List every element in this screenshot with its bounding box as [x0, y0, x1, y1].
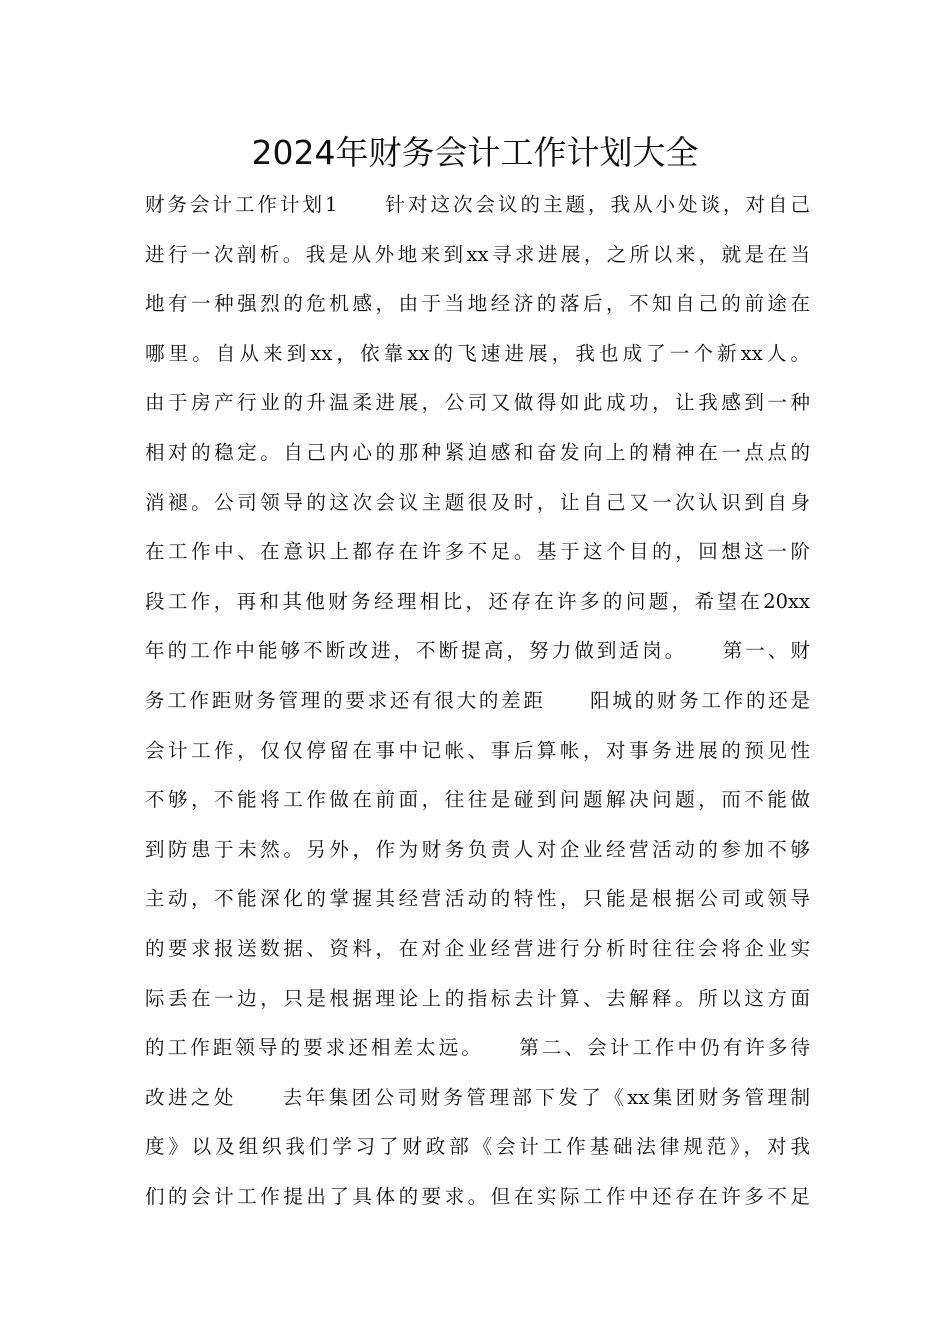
body-line: 进行一次剖析。我是从外地来到xx寻求进展，之所以来，就是在当 — [145, 242, 810, 266]
document-body — [145, 180, 810, 1221]
body-line: 的工作距领导的要求还相差太远。 第二、会计工作中仍有许多待 — [145, 1036, 810, 1060]
body-line: 在工作中、在意识上都存在许多不足。基于这个目的，回想这一阶 — [145, 540, 810, 564]
body-line: 段工作，再和其他财务经理相比，还存在许多的问题，希望在20xx — [145, 589, 810, 613]
body-line: 财务会计工作计划1 针对这次会议的主题，我从小处谈，对自己 — [145, 193, 810, 216]
body-line: 哪里。自从来到xx，依靠xx的飞速进展，我也成了一个新xx人。 — [145, 341, 810, 365]
body-line: 年的工作中能够不断改进，不断提高，努力做到适岗。 第一、财 — [145, 639, 810, 663]
body-line: 际丢在一边，只是根据理论上的指标去计算、去解释。所以这方面 — [145, 986, 810, 1010]
body-line: 务工作距财务管理的要求还有很大的差距 阳城的财务工作的还是 — [145, 688, 810, 712]
body-line: 会计工作，仅仅停留在事中记帐、事后算帐，对事务进展的预见性 — [145, 738, 810, 762]
body-line: 们的会计工作提出了具体的要求。但在实际工作中还存在许多不足 — [145, 1184, 810, 1208]
body-line: 改进之处 去年集团公司财务管理部下发了《xx集团财务管理制 — [145, 1085, 810, 1109]
body-line: 消褪。公司领导的这次会议主题很及时，让自己又一次认识到自身 — [145, 490, 810, 514]
body-line: 相对的稳定。自己内心的那种紧迫感和奋发向上的精神在一点点的 — [145, 440, 810, 464]
body-line: 度》以及组织我们学习了财政部《会计工作基础法律规范》，对我 — [145, 1135, 810, 1159]
body-line: 地有一种强烈的危机感，由于当地经济的落后，不知自己的前途在 — [145, 292, 810, 316]
body-line: 到防患于未然。另外，作为财务负责人对企业经营活动的参加不够 — [145, 837, 810, 861]
body-line: 的要求报送数据、资料，在对企业经营进行分析时往往会将企业实 — [145, 936, 810, 960]
body-line: 由于房产行业的升温柔进展，公司又做得如此成功，让我感到一种 — [145, 391, 810, 415]
body-line: 主动，不能深化的掌握其经营活动的特性，只能是根据公司或领导 — [145, 887, 810, 911]
document-title: 2024年财务会计工作计划大全 — [251, 133, 699, 172]
body-line: 不够，不能将工作做在前面，往往是碰到问题解决问题，而不能做 — [145, 788, 810, 812]
